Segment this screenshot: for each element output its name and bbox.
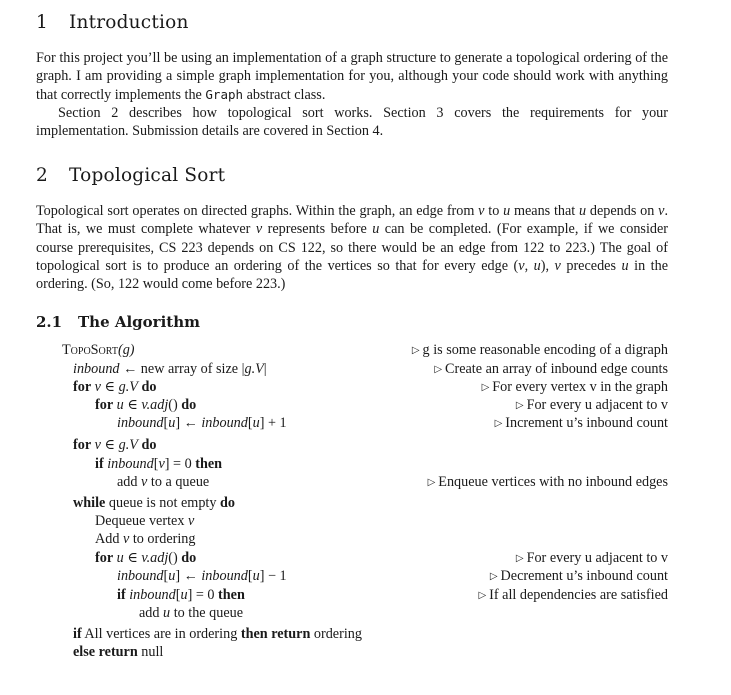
subsection-heading [36, 313, 200, 331]
text: Topological sort operates on directed graphs. Within the graph, an edge from [36, 203, 479, 219]
text: precedes [560, 257, 622, 274]
paragraph: Section 2 describes how topological sort works. Section 3 covers the requirements for your implementation. Submission details are covered in Section 4. [36, 104, 668, 140]
subsection-number: 2.1 [36, 313, 63, 331]
section-title: Introduction [69, 12, 189, 33]
algorithm-line: for v ∈ g.V do [73, 379, 157, 395]
text: abstract class. [243, 86, 326, 103]
text: depends on [586, 203, 659, 219]
math-var: v [255, 221, 263, 238]
text: means that [510, 203, 580, 219]
section-number: 2 [36, 165, 48, 186]
algorithm-line: for u ∈ v.adj() do [95, 550, 197, 566]
section-2-heading [36, 165, 225, 186]
comment-triangle-icon: ▷ [434, 364, 443, 375]
algorithm-comment [482, 379, 668, 396]
algorithm-line: inbound ← new array of size |g.V| [73, 361, 267, 377]
math-var: u [579, 203, 587, 219]
procedure-args: (g) [117, 342, 135, 358]
math-var: v [478, 203, 485, 219]
algorithm-line: Add v to ordering [95, 531, 196, 547]
text: . That is, we must complete whatever [36, 203, 668, 238]
comment-text: Decrement u’s inbound count [500, 568, 668, 584]
section-title: Topological Sort [69, 165, 226, 186]
procedure-name: TopoSort [62, 342, 118, 358]
math-var: u [621, 257, 629, 274]
text: ), [540, 257, 555, 274]
algorithm-comment [495, 415, 668, 432]
algorithm-line: else return null [73, 644, 164, 660]
comment-triangle-icon: ▷ [515, 400, 524, 411]
text: For this project you’ll be using an implementation of a graph structure to generate a topological ordering of the graph. I am providing a simple graph implementation for you, although your code should work with anything that correctly implements the [36, 50, 668, 103]
comment-triangle-icon: ▷ [494, 418, 503, 429]
algorithm-header [62, 342, 135, 359]
comment-text: Enqueue vertices with no inbound edges [438, 474, 668, 490]
math-var: u [503, 203, 511, 219]
comment-triangle-icon: ▷ [427, 477, 436, 488]
algorithm-line: if All vertices are in ordering then return ordering [73, 626, 362, 642]
algorithm-comment [428, 474, 668, 491]
algorithm-comment [516, 397, 668, 414]
section-1-body [36, 49, 668, 140]
comment-text: For every u adjacent to v [526, 397, 668, 413]
text: can be completed. (For example, if we consider course prerequisites, CS 223 depends on CS 122, so there would be an edge from 122 to 223.) The goal of topological sort is to produce an ordering of the vertices so that for every edge ( [36, 221, 668, 274]
math-var: v [658, 203, 665, 219]
algorithm-comment [434, 361, 668, 378]
algorithm-comment [516, 550, 668, 567]
algorithm-comment [412, 342, 668, 359]
math-var: u [533, 257, 541, 274]
paragraph [36, 49, 668, 104]
algorithm-line: Dequeue vertex v [95, 513, 195, 529]
comment-text: For every u adjacent to v [526, 550, 668, 566]
algorithm-line: if inbound[u] = 0 then [117, 587, 245, 603]
algorithm-line: while queue is not empty do [73, 495, 235, 511]
comment-text: For every vertex v in the graph [492, 379, 668, 395]
math-var: v [518, 257, 525, 274]
algorithm-line: inbound[u] ← inbound[u] + 1 [117, 415, 287, 431]
section-number: 1 [36, 12, 48, 33]
algorithm-comment [478, 587, 668, 604]
algorithm-comment [490, 568, 668, 585]
comment-triangle-icon: ▷ [515, 553, 524, 564]
section-2-body [36, 202, 668, 293]
comment-triangle-icon: ▷ [489, 571, 498, 582]
comment-text: If all dependencies are satisfied [489, 587, 668, 603]
algorithm-line: add v to a queue [117, 474, 210, 490]
algorithm-line: for v ∈ g.V do [73, 437, 157, 453]
comment-triangle-icon: ▷ [478, 590, 487, 601]
text: in the ordering. (So, 122 would come before 223.) [36, 257, 669, 293]
comment-text: Increment u’s inbound count [505, 415, 668, 431]
comment-triangle-icon: ▷ [411, 345, 420, 356]
text: represents before [262, 221, 373, 238]
comment-text: g is some reasonable encoding of a digraph [422, 342, 668, 358]
subsection-title: The Algorithm [78, 313, 200, 331]
paragraph [36, 202, 668, 293]
comment-text: Create an array of inbound edge counts [445, 361, 668, 377]
algorithm-line: inbound[u] ← inbound[u] − 1 [117, 568, 287, 584]
math-var: u [372, 221, 380, 238]
algorithm-line: add u to the queue [139, 605, 244, 621]
algorithm-line: for u ∈ v.adj() do [95, 397, 197, 413]
section-1-heading [36, 12, 189, 33]
inline-code: Graph [205, 86, 244, 102]
text: to [484, 203, 504, 219]
algorithm-line: if inbound[v] = 0 then [95, 456, 223, 472]
math-var: v [554, 257, 561, 274]
comment-triangle-icon: ▷ [481, 382, 490, 393]
text: , [524, 257, 534, 274]
